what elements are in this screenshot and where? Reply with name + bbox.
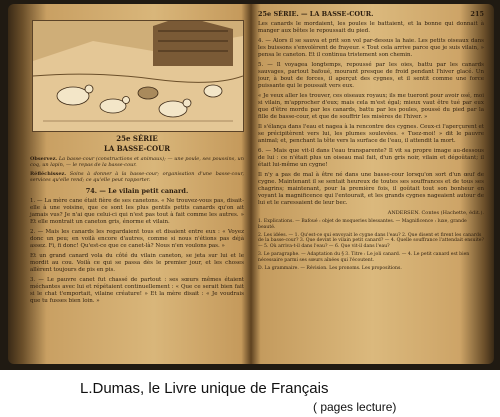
left-paragraph: 3. — Le pauvre canet fut chassé de partout : ses sœurs mêmes étaient méchantes avec lui et répétaient continuellement : « Que ce serait bien fait si le chat t'emportait, vilaine créature! » Et la mère disait : « Je voudrais que tu fusses bien loin. » <box>30 277 244 304</box>
author-credit: ANDERSEN. Contes (Hachette, édit.). <box>387 210 484 216</box>
observer-label: Observez. <box>30 156 58 162</box>
left-paragraph: 1. — La mère cane était fière de ses canetons. « Ne trouvez-vous pas, disait-elle à une voisine, que ce sont les plus gentils petits canards qu'on ait jamais vus? Je n'ai que celui-ci qui n'est pas tout à fait comme les autres. » Et elle montrait un caneton gris, énorme et vilain. <box>30 198 244 225</box>
right-paragraph: 6. — Mais que vit-il dans l'eau transparente? Il vit sa propre image au-dessous de lui : ce n'était plus un oiseau mal fait, d'un gris noir, vilain et dégoûtant; il était lui-même un cygne! <box>258 148 484 168</box>
running-header <box>258 10 484 18</box>
book-caption-sub: ( pages lecture) <box>313 400 397 414</box>
left-paragraph: 2. — Mais les canards les regardaient tous et disaient entre eux : « Voyez donc un peu; en voilà encore d'autres, comme si nous n'étions pas déjà assez. Fi, fi donc! Qu'est-ce que ce canet-là? Nous n'en voulons pas. » <box>30 229 244 249</box>
reflexion-label: Réfléchissez. <box>30 171 67 177</box>
right-paragraph: 5. — Il voyagea longtemps, repoussé par les oies, battu par les canards sauvages, partout bafoué, mourant presque de froid pendant l'hiver glacé. Un jour, à bout de forces, il aperçut des cygnes, et il sentit comme une force puissante qui le poussait vers eux. <box>258 62 484 89</box>
left-page <box>26 10 248 358</box>
left-paragraph: Et un grand canard vola du côté du vilain caneton, se jeta sur lui et le mordit au cou. Voilà ce qui se passa dès le premier jour, et les choses allèrent toujours de pis en pis. <box>30 253 244 273</box>
running-header-title: 25e SÉRIE. — LA BASSE-COUR. <box>258 10 374 18</box>
exercise-note: 2. Les idées. — 1. Qu'est-ce qui envoyait le cygne dans l'eau? 2. Que disent et firent les canards de la basse-cour? 3. Que devint le vilain petit canard? — 4. Quelle souffrance l'attendait ensuite? — 5. Où arriva-t-il dans l'eau? — 6. Que vit-il dans l'eau? <box>258 232 484 250</box>
right-paragraph: « Je veux aller les trouver, ces oiseaux royaux; ils me tueront pour avoir osé, moi si vilain, m'approcher d'eux; mais cela m'est égal; mieux vaut être tué par eux que d'être mordu par les canards, battu par les poules, poussé du pied par la fille de basse-cour, et que de souffrir les misères de l'hiver. » <box>258 93 484 120</box>
exercise-note: D. La grammaire. — Révision. Les pronoms. Les propositions. <box>258 265 402 271</box>
right-paragraph: Les canards le mordaient, les poules le battaient, et la bonne qui donnait à manger aux bêtes le repoussait du pied. <box>258 21 484 34</box>
farmyard-illustration <box>32 20 244 132</box>
right-paragraph: 4. — Alors il se sauva et prit son vol par-dessus la haie. Les petits oiseaux dans les buissons s'envolèrent de frayeur. « Tout cela arrive parce que je suis vilain, » pensa le caneton. Et il continua tristement son chemin. <box>258 38 484 58</box>
right-paragraph: Il s'élança dans l'eau et nagea à la rencontre des cygnes. Ceux-ci l'aperçurent et se précipitèrent vers lui, les plumes soulevées. « Tuez-moi! » dit le pauvre animal; et, penchant la tête vers la surface de l'eau, il attendit la mort. <box>258 124 484 144</box>
right-text-block <box>258 21 484 271</box>
book-caption: L.Dumas, le Livre unique de Français <box>80 380 329 397</box>
observation-block <box>30 156 244 308</box>
observer-text: La basse-cour (constructions et animaux); — une poule, ses poussins, un coq, un lapin, — le repas de la basse-cour. <box>30 156 244 168</box>
reflexion-text: Soins à donner à la basse-cour; organisation d'une basse-cour, services qu'elle rend; ce qu'elle peut rapporter. <box>30 171 244 183</box>
right-paragraph: Il n'y a pas de mal à être né dans une basse-cour lorsqu'on sort d'un œuf de cygne. Maintenant il se sentait heureux de toutes ses souffrances et de tous ses chagrins; maintenant, pour la première fois, il goûtait tout son bonheur en voyant la magnificence qui l'entourait, et les grands cygnes nageaient autour de lui et le caressaient de leur bec. <box>258 172 484 206</box>
section-number: 25e SÉRIE <box>116 134 158 143</box>
exercise-note: 3. Le paragraphe. — Adaptation du § 3. Titre : Le joli canard. — 4. Le petit canard est bien nécessaire parmi ses sœurs aînées qui l'écoutent. <box>258 251 470 263</box>
open-book <box>8 4 494 364</box>
page-number: 215 <box>470 10 484 18</box>
right-page <box>258 10 484 358</box>
section-title: LA BASSE-COUR <box>103 144 171 153</box>
lesson-title: 74. — Le vilain petit canard. <box>85 187 189 195</box>
exercise-note: 1. Explications. — Bafoué : objet de moqueries blessantes. — Magnificence : luxe, grande beauté. <box>258 219 467 230</box>
